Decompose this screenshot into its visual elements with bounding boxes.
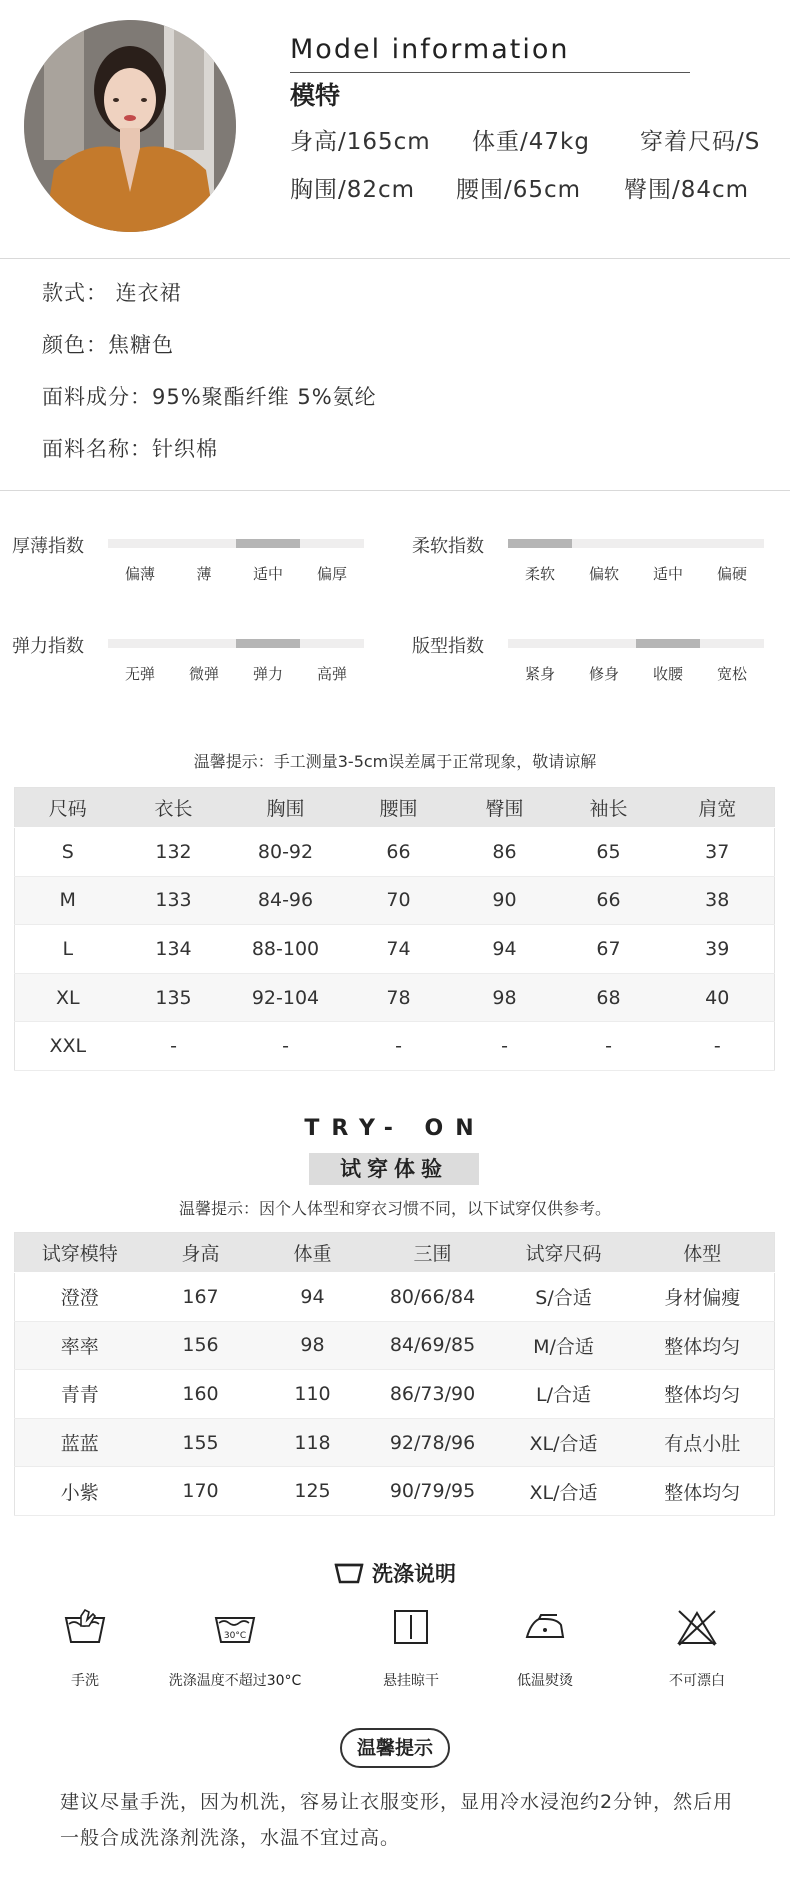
model-waist: 腰围/65cm <box>456 177 582 203</box>
index-selected-marker <box>508 539 572 548</box>
table-cell: 整体均匀 <box>631 1370 775 1419</box>
index-label: 弹力指数 <box>12 636 84 657</box>
table-cell: 132 <box>121 828 227 877</box>
table-cell: 84-96 <box>227 876 345 925</box>
tryon-title: TRY- ON <box>304 1116 486 1141</box>
model-height: 身高/165cm <box>290 129 431 155</box>
wash-header <box>0 1558 790 1588</box>
table-cell: 65 <box>557 828 661 877</box>
section-divider <box>0 490 790 491</box>
table-cell: 小紫 <box>15 1467 145 1516</box>
table-cell: 94 <box>453 925 557 974</box>
table-cell: 88-100 <box>227 925 345 974</box>
index-selected-marker <box>236 639 300 648</box>
wash-title: 洗涤说明 <box>372 1562 456 1586</box>
tryon-table-row <box>15 1321 775 1370</box>
table-header-cell: 肩宽 <box>661 788 775 828</box>
table-cell: 37 <box>661 828 775 877</box>
model-info-subtitle: 模特 <box>290 81 341 110</box>
table-cell: L/合适 <box>497 1370 631 1419</box>
tip-text: 建议尽量手洗，因为机洗，容易让衣服变形，显用冷水浸泡约2分钟，然后用一般合成洗涤剂洗涤，水温不宜过高。 <box>60 1791 734 1849</box>
table-header-cell: 胸围 <box>227 788 345 828</box>
product-color: 颜色：焦糖色 <box>42 333 174 357</box>
index-track <box>508 639 764 648</box>
table-cell: 160 <box>145 1370 257 1419</box>
table-cell: - <box>557 1022 661 1071</box>
table-cell: S/合适 <box>497 1273 631 1322</box>
table-header-cell: 臀围 <box>453 788 557 828</box>
no-bleach-icon <box>675 1607 719 1647</box>
index-label: 柔软指数 <box>412 536 484 557</box>
model-info-title: Model information <box>290 34 570 65</box>
index-option: 薄 <box>196 565 212 583</box>
model-size: 穿着尺码/S <box>640 129 761 155</box>
wash-item-no-bleach <box>612 1606 782 1690</box>
model-photo <box>24 20 236 232</box>
table-cell: 118 <box>257 1418 369 1467</box>
table-header-cell: 腰围 <box>345 788 453 828</box>
index-option: 宽松 <box>716 665 747 683</box>
wash-label-iron: 低温熨烫 <box>517 1673 573 1689</box>
hand-wash-icon <box>63 1608 107 1646</box>
table-cell: 80/66/84 <box>369 1273 497 1322</box>
hang-dry-icon <box>392 1608 430 1646</box>
table-cell: 133 <box>121 876 227 925</box>
index-label: 版型指数 <box>412 636 484 657</box>
tryon-table-row <box>15 1273 775 1322</box>
table-cell: 68 <box>557 973 661 1022</box>
section-divider <box>0 258 790 259</box>
size-table-row <box>15 973 775 1022</box>
wash-item-iron <box>460 1606 630 1690</box>
index-option: 偏硬 <box>716 565 747 583</box>
wash-temp-text: 30°C <box>223 1631 247 1641</box>
table-cell: 38 <box>661 876 775 925</box>
table-cell: 66 <box>345 828 453 877</box>
tryon-table-row <box>15 1467 775 1516</box>
table-cell: - <box>661 1022 775 1071</box>
table-cell: 98 <box>453 973 557 1022</box>
table-cell: 84/69/85 <box>369 1321 497 1370</box>
table-cell: 135 <box>121 973 227 1022</box>
index-label: 厚薄指数 <box>12 536 84 557</box>
table-cell: 澄澄 <box>15 1273 145 1322</box>
table-cell: 155 <box>145 1418 257 1467</box>
table-cell: 92/78/96 <box>369 1418 497 1467</box>
table-cell: - <box>345 1022 453 1071</box>
low-iron-icon <box>523 1611 567 1643</box>
table-cell: 蓝蓝 <box>15 1418 145 1467</box>
table-cell: 整体均匀 <box>631 1321 775 1370</box>
product-fabric-name: 面料名称：针织棉 <box>42 437 218 461</box>
table-cell: XXL <box>15 1022 121 1071</box>
wash-item-temp <box>140 1606 330 1690</box>
table-cell: 90/79/95 <box>369 1467 497 1516</box>
table-cell: 80-92 <box>227 828 345 877</box>
tryon-table-row <box>15 1370 775 1419</box>
table-header-cell: 尺码 <box>15 788 121 828</box>
index-option: 偏厚 <box>316 565 347 583</box>
table-cell: 率率 <box>15 1321 145 1370</box>
table-cell: 有点小肚 <box>631 1418 775 1467</box>
tryon-table <box>14 1232 775 1516</box>
table-cell: 74 <box>345 925 453 974</box>
table-cell: XL/合适 <box>497 1418 631 1467</box>
table-header-cell: 试穿模特 <box>15 1233 145 1273</box>
table-cell: 70 <box>345 876 453 925</box>
index-option: 微弹 <box>188 665 219 683</box>
size-table-row <box>15 925 775 974</box>
table-cell: XL <box>15 973 121 1022</box>
title-divider <box>290 72 690 73</box>
table-cell: 整体均匀 <box>631 1467 775 1516</box>
index-track <box>108 539 364 548</box>
table-header-cell: 身高 <box>145 1233 257 1273</box>
table-header-cell: 体型 <box>631 1233 775 1273</box>
index-option: 偏薄 <box>124 565 155 583</box>
table-cell: 110 <box>257 1370 369 1419</box>
model-weight: 体重/47kg <box>472 129 590 155</box>
table-header-cell: 衣长 <box>121 788 227 828</box>
table-header-cell: 袖长 <box>557 788 661 828</box>
model-hip: 臀围/84cm <box>624 177 750 203</box>
index-option: 柔软 <box>524 565 555 583</box>
table-cell: 86 <box>453 828 557 877</box>
table-cell: 170 <box>145 1467 257 1516</box>
wash-label-temp: 洗涤温度不超过30°C <box>168 1673 302 1689</box>
table-cell: 青青 <box>15 1370 145 1419</box>
table-cell: 39 <box>661 925 775 974</box>
table-cell: 66 <box>557 876 661 925</box>
index-option: 收腰 <box>652 665 683 683</box>
model-photo-illustration <box>24 20 236 232</box>
index-track <box>108 639 364 648</box>
index-selected-marker <box>236 539 300 548</box>
wash-label-hang-dry: 悬挂晾干 <box>383 1673 439 1689</box>
product-fabric: 面料成分：95%聚酯纤维 5%氨纶 <box>42 385 377 409</box>
table-cell: M <box>15 876 121 925</box>
table-cell: 86/73/90 <box>369 1370 497 1419</box>
index-option: 弹力 <box>252 665 283 683</box>
index-option: 适中 <box>252 565 283 583</box>
table-cell: 94 <box>257 1273 369 1322</box>
table-cell: 167 <box>145 1273 257 1322</box>
tryon-subtitle: 试穿体验 <box>309 1153 479 1185</box>
index-option: 无弹 <box>124 665 155 683</box>
size-table-row <box>15 1022 775 1071</box>
index-option: 修身 <box>588 665 619 683</box>
table-cell: 40 <box>661 973 775 1022</box>
table-cell: 125 <box>257 1467 369 1516</box>
model-information-section <box>0 0 790 258</box>
tryon-table-row <box>15 1418 775 1467</box>
index-option: 紧身 <box>524 665 555 683</box>
table-header-cell: 体重 <box>257 1233 369 1273</box>
index-track <box>508 539 764 548</box>
table-header-cell: 三围 <box>369 1233 497 1273</box>
table-cell: XL/合适 <box>497 1467 631 1516</box>
table-cell: 134 <box>121 925 227 974</box>
index-option: 高弹 <box>316 665 347 683</box>
product-style: 款式： 连衣裙 <box>42 281 182 305</box>
size-table-row <box>15 876 775 925</box>
tip-title: 温馨提示 <box>340 1728 450 1768</box>
table-cell: 90 <box>453 876 557 925</box>
table-cell: - <box>453 1022 557 1071</box>
table-cell: S <box>15 828 121 877</box>
table-cell: 92-104 <box>227 973 345 1022</box>
index-option: 偏软 <box>588 565 619 583</box>
table-header-cell: 试穿尺码 <box>497 1233 631 1273</box>
table-cell: 156 <box>145 1321 257 1370</box>
wash-label-no-bleach: 不可漂白 <box>669 1673 725 1689</box>
model-bust: 胸围/82cm <box>290 177 416 203</box>
measure-notice: 温馨提示：手工测量3-5cm误差属于正常现象，敬请谅解 <box>193 752 597 771</box>
size-table-row <box>15 828 775 877</box>
table-cell: - <box>121 1022 227 1071</box>
table-cell: 98 <box>257 1321 369 1370</box>
table-cell: 身材偏瘦 <box>631 1273 775 1322</box>
table-cell: 67 <box>557 925 661 974</box>
index-option: 适中 <box>652 565 683 583</box>
size-table <box>14 787 775 1071</box>
wash-30-icon <box>213 1608 257 1646</box>
wash-label-hand-wash: 手洗 <box>71 1673 99 1689</box>
table-cell: L <box>15 925 121 974</box>
wash-basin-icon <box>334 1561 364 1585</box>
table-cell: 78 <box>345 973 453 1022</box>
tryon-notice: 温馨提示：因个人体型和穿衣习惯不同，以下试穿仅供参考。 <box>178 1199 611 1218</box>
index-selected-marker <box>636 639 700 648</box>
table-cell: - <box>227 1022 345 1071</box>
table-cell: M/合适 <box>497 1321 631 1370</box>
